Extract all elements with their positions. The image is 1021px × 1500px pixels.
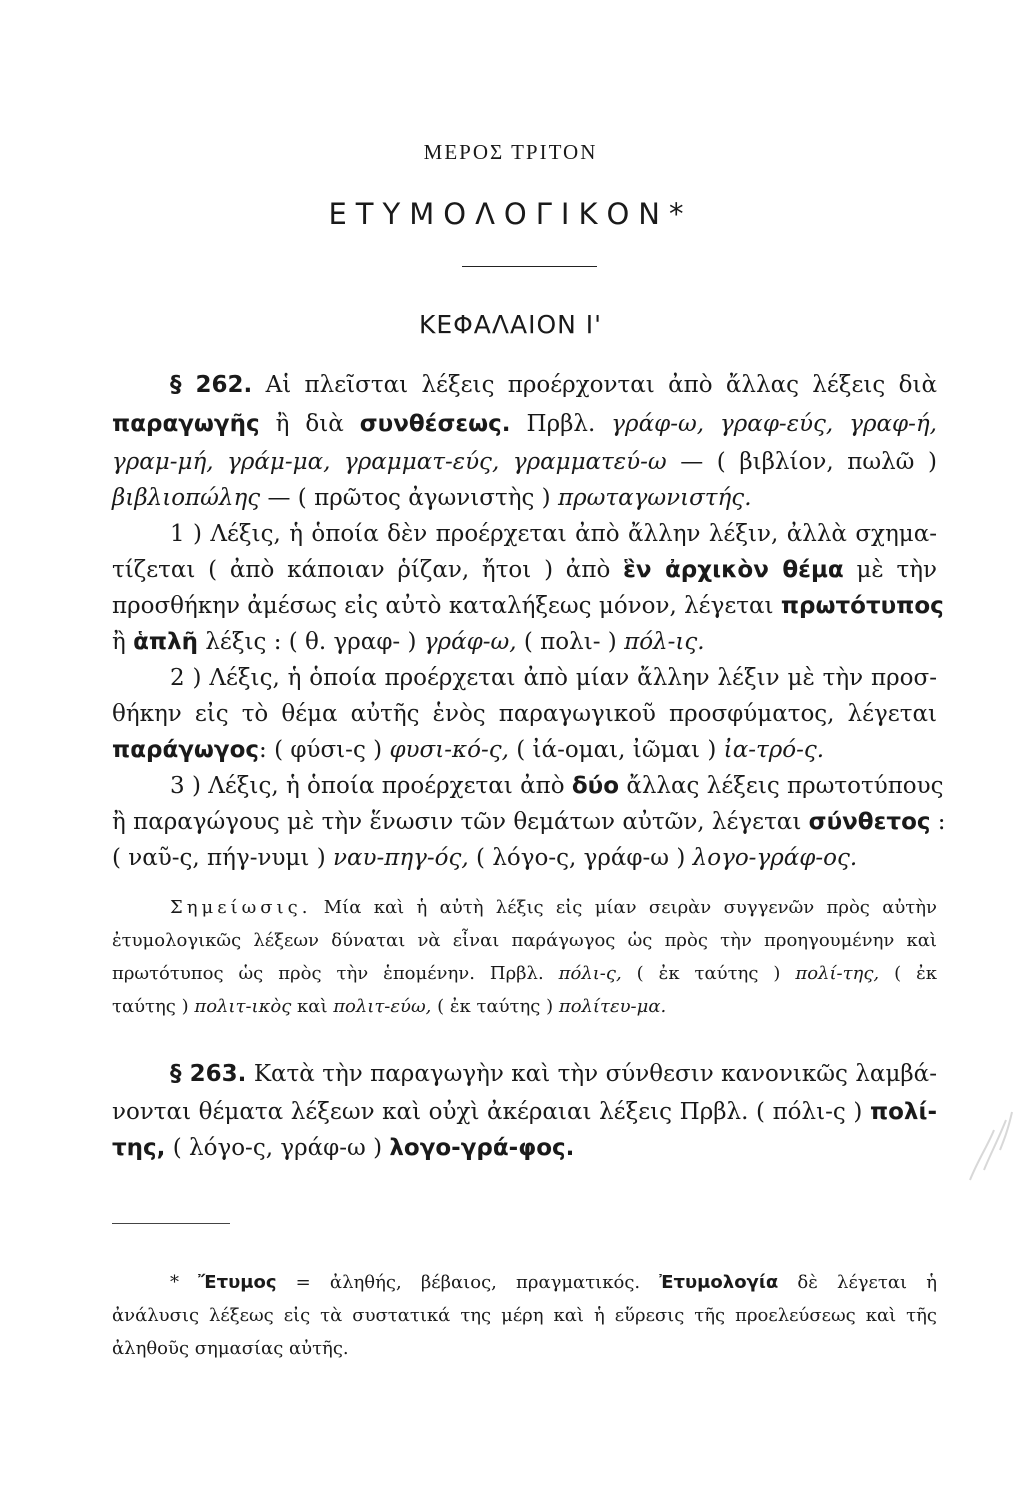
note-line-4: ταύτης ) πολιτ-ικὸς καὶ πολιτ-εύω, ( ἐκ ταύτης ) πολίτευ-μα. (112, 996, 667, 1017)
section-title: ΕΤΥΜΟΛΟΓΙΚΟΝ* (328, 197, 693, 231)
p2-line-1: 2 ) Λέξις, ἡ ὁποία προέρχεται ἀπὸ μίαν ἄλλην λέξιν μὲ τὴν προσ- (170, 665, 937, 691)
s262-line-1: § 262. Αἱ πλεῖσται λέξεις προέρχονται ἀπὸ ἄλλας λέξεις διὰ (170, 372, 938, 398)
s263-line-3: της, ( λόγο-ς, γράφ-ω ) λογο-γρά-φος. (112, 1135, 575, 1161)
p3-line-1: 3 ) Λέξις, ἡ ὁποία προέρχεται ἀπὸ δύο ἄλλας λέξεις πρωτοτύπους (170, 773, 944, 799)
note-line-1: Σημείωσις. Μία καὶ ἡ αὐτὴ λέξις εἰς μίαν σειρὰν συγγενῶν πρὸς αὐτὴν (170, 897, 937, 918)
p3-line-3: ( ναῦ-ς, πήγ-νυμι ) ναυ-πηγ-ός, ( λόγο-ς, γράφ-ω ) λογο-γράφ-ος. (112, 845, 858, 871)
footnote-line-1: * Ἔτυμος = ἀληθής, βέβαιος, πραγματικός. Ἐτυμολογία δὲ λέγεται ἡ (170, 1272, 937, 1293)
note-line-2: ἐτυμολογικῶς λέξεων δύναται νὰ εἶναι παράγωγος ὡς πρὸς τὴν προηγουμένην καὶ (112, 930, 937, 951)
note-line-3: πρωτότυπος ὡς πρὸς τὴν ἑπομένην. Πρβλ. πόλι-ς, ( ἐκ ταύτης ) πολί-της, ( ἐκ (112, 963, 938, 984)
p1-line-2: τίζεται ( ἀπὸ κάποιαν ῥίζαν, ἤτοι ) ἀπὸ ἓν ἀρχικὸν θέμα μὲ τὴν (112, 557, 937, 583)
p2-line-2: θήκην εἰς τὸ θέμα αὐτῆς ἑνὸς παραγωγικοῦ προσφύματος, λέγεται (112, 701, 937, 727)
p1-line-3: προσθήκην ἀμέσως εἰς αὐτὸ καταλήξεως μόνον, λέγεται πρωτότυπος (112, 593, 944, 619)
s263-line-2: νονται θέματα λέξεων καὶ οὐχὶ ἀκέραιαι λέξεις Πρβλ. ( πόλι-ς ) πολί- (112, 1099, 937, 1125)
chapter-heading: ΚΕΦΑΛΑΙΟΝ Ι' (418, 310, 603, 339)
title-divider (462, 266, 597, 267)
pencil-scribble-mark (960, 1100, 1015, 1190)
p1-line-1: 1 ) Λέξις, ἡ ὁποία δὲν προέρχεται ἀπὸ ἄλλην λέξιν, ἀλλὰ σχημα- (170, 521, 937, 547)
s262-line-4: βιβλιοπώλης — ( πρῶτος ἀγωνιστὴς ) πρωταγωνιστής. (112, 485, 752, 511)
footnote-line-3: ἀληθοῦς σημασίας αὐτῆς. (112, 1338, 349, 1359)
p1-line-4: ἢ ἁπλῆ λέξις : ( θ. γραφ- ) γράφ-ω, ( πολι- ) πόλ-ις. (112, 629, 705, 655)
s263-line-1: § 263. Κατὰ τὴν παραγωγὴν καὶ τὴν σύνθεσιν κανονικῶς λαμβά- (170, 1061, 937, 1087)
s262-line-3: γραμ-μή, γράμ-μα, γραμματ-εύς, γραμματεύ-ω — ( βιβλίον, πωλῶ ) (112, 449, 937, 475)
p2-line-3: παράγωγος: ( φύσι-ς ) φυσι-κό-ς, ( ἰά-ομαι, ἰῶμαι ) ἰα-τρό-ς. (112, 737, 825, 763)
part-heading: ΜΕΡΟΣ ΤΡΙΤΟΝ (423, 140, 598, 164)
footnote-line-2: ἀνάλυσις λέξεως εἰς τὰ συστατικά της μέρη καὶ ἡ εὕρεσις τῆς προελεύσεως καὶ τῆς (112, 1305, 937, 1326)
s262-line-2: παραγωγῆς ἢ διὰ συνθέσεως. Πρβλ. γράφ-ω, γραφ-εύς, γραφ-ή, (112, 411, 937, 437)
p3-line-2: ἢ παραγώγους μὲ τὴν ἕνωσιν τῶν θεμάτων αὐτῶν, λέγεται σύνθετος : (112, 809, 946, 835)
footnote-divider (112, 1223, 230, 1224)
